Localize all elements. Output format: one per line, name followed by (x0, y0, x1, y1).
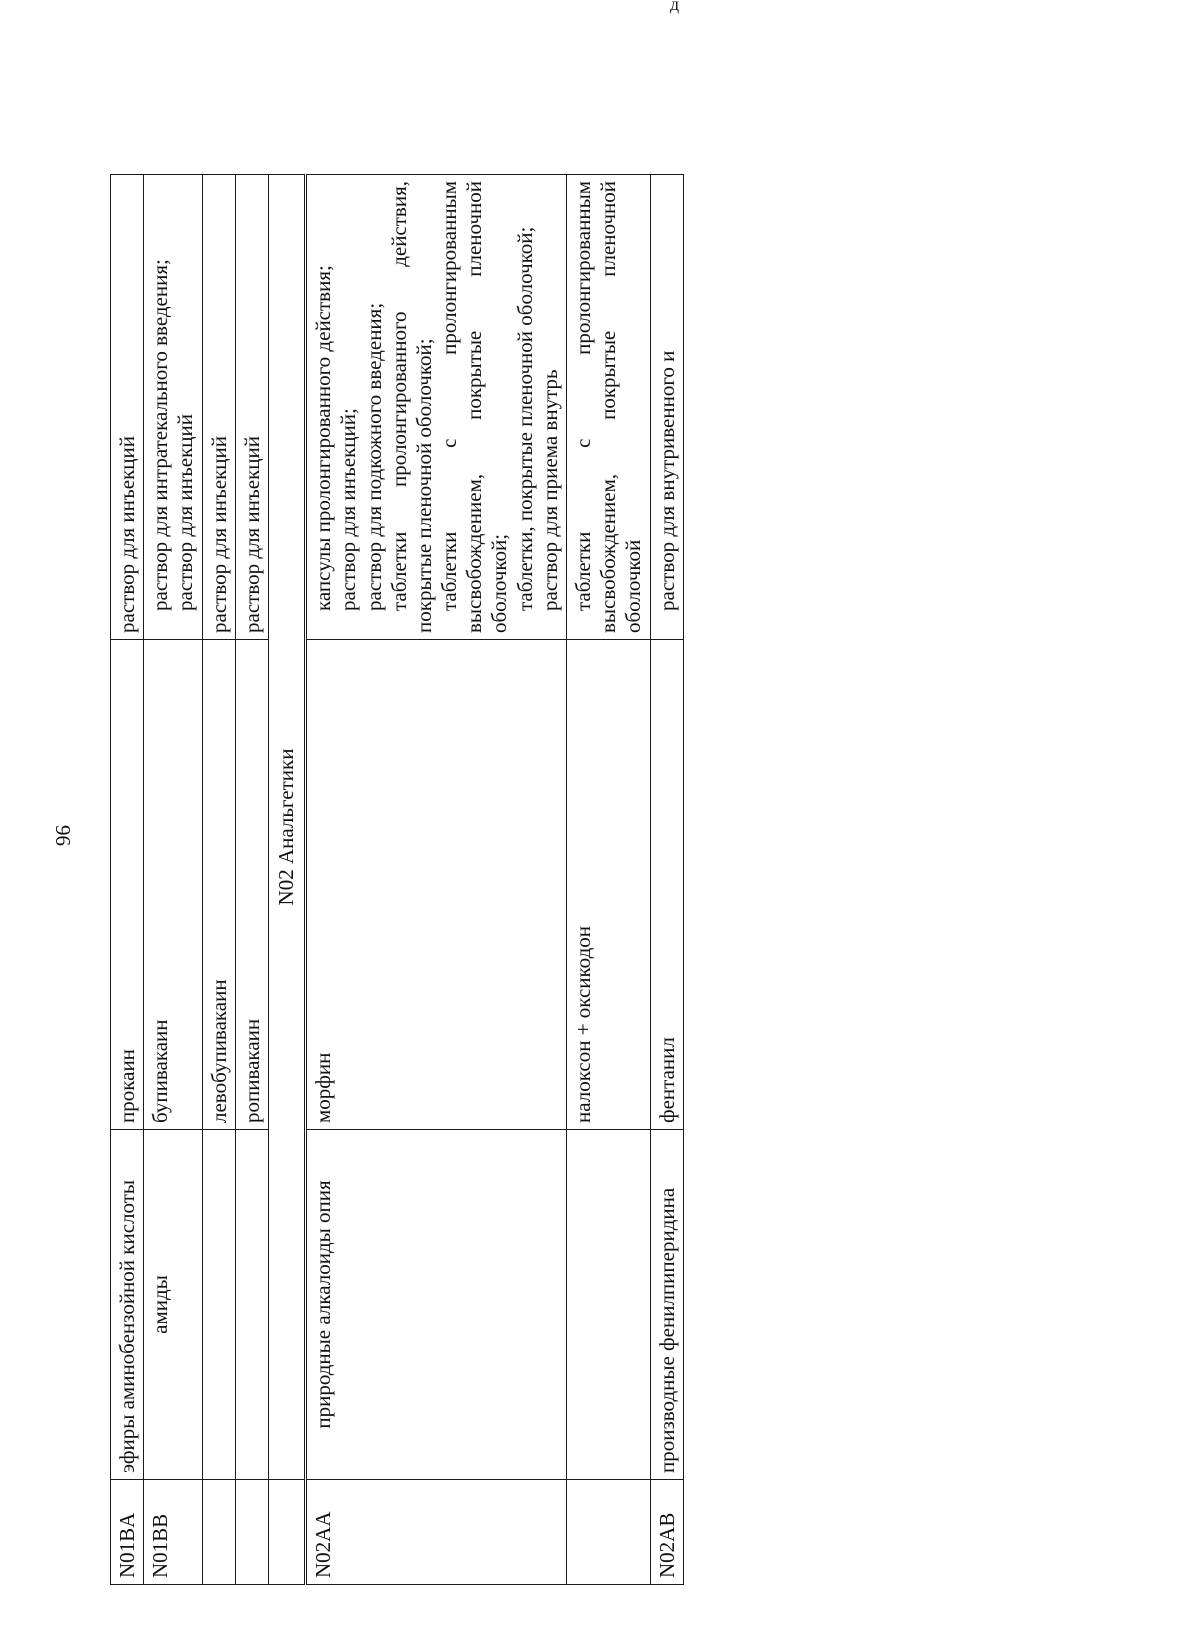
group-name-cell: природные алкалоиды опия (306, 1130, 567, 1480)
group-name-cell (202, 1130, 235, 1480)
dosage-form-line: раствор для приема внутрь (537, 369, 562, 611)
dosage-form-line: таблетки, покрытые пленочной оболочкой; (512, 226, 537, 611)
section-title: N02 Анальгетики (268, 175, 305, 1480)
corner-mark: д (670, 0, 680, 14)
atc-code-cell: N02AA (306, 1480, 567, 1585)
drug-name-cell: морфин (306, 640, 567, 1130)
group-name-cell: амиды (144, 1130, 202, 1480)
dosage-form-line: раствор для внутривенного и (654, 350, 679, 611)
table-row (235, 175, 268, 1585)
dosage-form-line: раствор для интратекального введения; (148, 259, 173, 611)
dosage-form-line: раствор для инъекций (206, 436, 231, 633)
dosage-form-line: раствор для подкожного введения; (361, 302, 386, 611)
drug-name-cell: налоксон + оксикодон (567, 640, 651, 1130)
atc-code-cell (567, 1480, 651, 1585)
drug-name-cell: бупивакаин (144, 640, 202, 1130)
dosage-form-line: капсулы пролонгированного действия; (311, 265, 336, 611)
dosage-form-line: таблетки с пролонгированным высвобождением, покрытые пленочной оболочкой; (437, 181, 512, 633)
drug-table (110, 174, 684, 1585)
group-name-cell: эфиры аминобензойной кислоты (111, 1130, 144, 1480)
dosage-forms-cell (306, 175, 567, 640)
atc-code-cell: N01BB (144, 1480, 202, 1585)
table-row (111, 175, 144, 1585)
dosage-form-line: раствор для инъекций (115, 436, 139, 633)
drug-name-cell: прокаин (111, 640, 144, 1130)
drug-name-cell: левобупивакаин (202, 640, 235, 1130)
drug-table-body (111, 175, 684, 1585)
dosage-form-line: раствор для инъекций (173, 414, 198, 611)
dosage-forms-cell (111, 175, 144, 640)
page-number: 96 (51, 825, 75, 846)
table-row (202, 175, 235, 1585)
dosage-form-line: таблетки с пролонгированным высвобождением, покрытые пленочной оболочкой (571, 181, 646, 633)
dosage-form-line: раствор для инъекций (239, 436, 264, 633)
section-spacer-cell (268, 1480, 305, 1585)
table-row (144, 175, 202, 1585)
group-name-cell (567, 1130, 651, 1480)
dosage-forms-cell (202, 175, 235, 640)
atc-code-cell: N01BA (111, 1480, 144, 1585)
dosage-forms-cell (650, 175, 683, 640)
atc-code-cell: N02AB (650, 1480, 683, 1585)
atc-code-cell (202, 1480, 235, 1585)
group-name-cell: производные фенилпиперидина (650, 1130, 683, 1480)
atc-code-cell (235, 1480, 268, 1585)
dosage-form-line: раствор для инъекций; (336, 408, 361, 611)
table-row (650, 175, 683, 1585)
drug-name-cell: фентанил (650, 640, 683, 1130)
group-name-cell (235, 1130, 268, 1480)
drug-table-rotated (110, 175, 1050, 1585)
section-row (268, 175, 305, 1585)
dosage-forms-cell (235, 175, 268, 640)
drug-name-cell: ропивакаин (235, 640, 268, 1130)
dosage-form-line: таблетки пролонгированного действия, покрытые пленочной оболочкой; (386, 181, 436, 633)
dosage-forms-cell (144, 175, 202, 640)
dosage-forms-cell (567, 175, 651, 640)
table-row (567, 175, 651, 1585)
table-row (306, 175, 567, 1585)
